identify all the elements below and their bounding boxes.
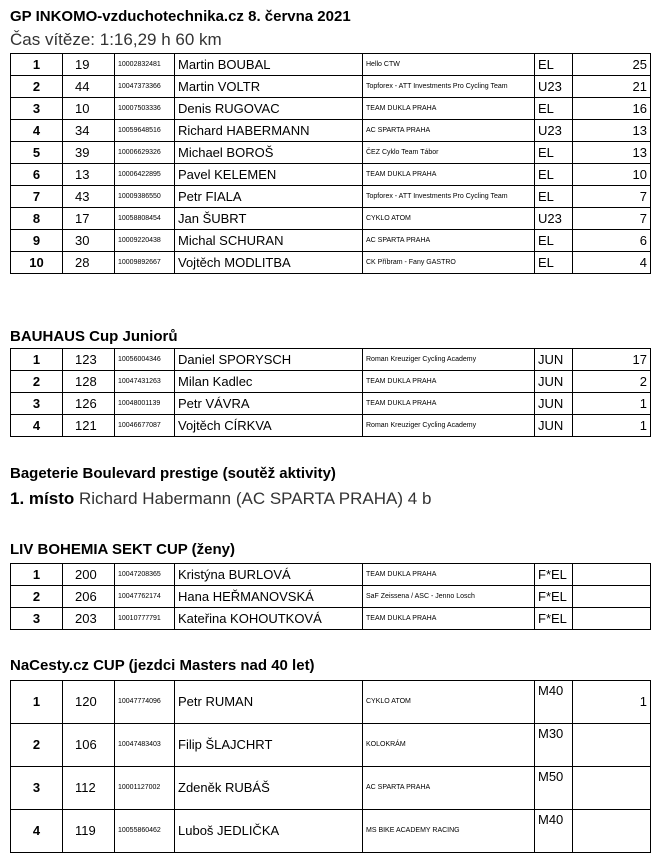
- cell-num: 39: [63, 142, 115, 164]
- cell-name: Vojtěch CÍRKVA: [175, 415, 363, 437]
- cell-team: AC SPARTA PRAHA: [363, 230, 535, 252]
- cell-name: Petr RUMAN: [175, 681, 363, 724]
- cell-lic: 10058808454: [115, 208, 175, 230]
- table-row: [11, 586, 651, 608]
- cell-team: Hello CTW: [363, 54, 535, 76]
- cell-lic: 10047774096: [115, 681, 175, 724]
- cell-num: 120: [63, 681, 115, 724]
- race-subtitle: Čas vítěze: 1:16,29 h 60 km: [10, 30, 222, 49]
- cell-pts: [573, 608, 651, 630]
- cell-pts: [573, 564, 651, 586]
- cell-lic: 10009220438: [115, 230, 175, 252]
- cell-lic: 10056004346: [115, 349, 175, 371]
- table-row: [11, 142, 651, 164]
- cell-pos: 9: [11, 230, 63, 252]
- cell-cat: M40: [535, 810, 573, 853]
- cell-team: Roman Kreuziger Cycling Academy: [363, 349, 535, 371]
- cell-cat: EL: [535, 142, 573, 164]
- cell-pts: 4: [573, 252, 651, 274]
- cell-name: Hana HEŘMANOVSKÁ: [175, 586, 363, 608]
- table-row: [11, 415, 651, 437]
- cell-team: TEAM DUKLA PRAHA: [363, 393, 535, 415]
- cell-name: Kristýna BURLOVÁ: [175, 564, 363, 586]
- cell-cat: EL: [535, 54, 573, 76]
- table-row: [11, 724, 651, 767]
- cell-name: Vojtěch MODLITBA: [175, 252, 363, 274]
- table-row: [11, 54, 651, 76]
- cell-pos: 10: [11, 252, 63, 274]
- cell-num: 34: [63, 120, 115, 142]
- cell-name: Filip ŠLAJCHRT: [175, 724, 363, 767]
- table-row: [11, 164, 651, 186]
- cell-pos: 4: [11, 120, 63, 142]
- cell-pos: 3: [11, 608, 63, 630]
- cell-num: 126: [63, 393, 115, 415]
- juniors-title: BAUHAUS Cup Juniorů: [10, 328, 178, 345]
- table-row: [11, 252, 651, 274]
- table-row: [11, 767, 651, 810]
- table-row: [11, 393, 651, 415]
- cell-pts: 1: [573, 681, 651, 724]
- cell-name: Milan Kadlec: [175, 371, 363, 393]
- cell-lic: 10007503336: [115, 98, 175, 120]
- cell-cat: F*EL: [535, 586, 573, 608]
- cell-lic: 10001127002: [115, 767, 175, 810]
- cell-lic: 10046677087: [115, 415, 175, 437]
- cell-team: TEAM DUKLA PRAHA: [363, 608, 535, 630]
- cell-pos: 1: [11, 681, 63, 724]
- cell-pos: 5: [11, 142, 63, 164]
- cell-lic: 10002832481: [115, 54, 175, 76]
- cell-pts: 13: [573, 120, 651, 142]
- cell-pos: 2: [11, 586, 63, 608]
- cell-pos: 4: [11, 415, 63, 437]
- cell-pts: [573, 586, 651, 608]
- cell-name: Kateřina KOHOUTKOVÁ: [175, 608, 363, 630]
- cell-num: 19: [63, 54, 115, 76]
- cell-name: Jan ŠUBRT: [175, 208, 363, 230]
- cell-team: CK Příbram - Fany GASTRO: [363, 252, 535, 274]
- prestige-place: 1. místo: [10, 489, 75, 508]
- table-row: [11, 186, 651, 208]
- cell-num: 17: [63, 208, 115, 230]
- table-row: [11, 810, 651, 853]
- table-row: [11, 608, 651, 630]
- cell-cat: EL: [535, 164, 573, 186]
- cell-pts: 6: [573, 230, 651, 252]
- cell-cat: EL: [535, 252, 573, 274]
- cell-pts: 21: [573, 76, 651, 98]
- cell-name: Daniel SPORYSCH: [175, 349, 363, 371]
- cell-team: CYKLO ATOM: [363, 681, 535, 724]
- cell-team: TEAM DUKLA PRAHA: [363, 564, 535, 586]
- cell-name: Petr VÁVRA: [175, 393, 363, 415]
- cell-pos: 1: [11, 54, 63, 76]
- cell-team: AC SPARTA PRAHA: [363, 120, 535, 142]
- cell-lic: 10047208365: [115, 564, 175, 586]
- cell-lic: 10006422895: [115, 164, 175, 186]
- table-row: [11, 564, 651, 586]
- cell-pos: 2: [11, 371, 63, 393]
- cell-num: 119: [63, 810, 115, 853]
- cell-team: Topforex - ATT Investments Pro Cycling Team: [363, 76, 535, 98]
- cell-name: Luboš JEDLIČKA: [175, 810, 363, 853]
- table-row: [11, 371, 651, 393]
- cell-team: TEAM DUKLA PRAHA: [363, 164, 535, 186]
- women-results-table: [10, 563, 651, 630]
- cell-pts: 1: [573, 393, 651, 415]
- table-row: [11, 120, 651, 142]
- cell-cat: M50: [535, 767, 573, 810]
- cell-name: Petr FIALA: [175, 186, 363, 208]
- cell-num: 121: [63, 415, 115, 437]
- women-title: LIV BOHEMIA SEKT CUP (ženy): [10, 541, 236, 558]
- cell-lic: 10055860462: [115, 810, 175, 853]
- cell-num: 43: [63, 186, 115, 208]
- cell-pts: 7: [573, 208, 651, 230]
- cell-num: 28: [63, 252, 115, 274]
- cell-cat: M40: [535, 681, 573, 724]
- cell-pos: 3: [11, 767, 63, 810]
- cell-lic: 10048001139: [115, 393, 175, 415]
- cell-cat: EL: [535, 98, 573, 120]
- cell-pos: 6: [11, 164, 63, 186]
- cell-team: SaF Zeissena / ASC - Jenno Losch: [363, 586, 535, 608]
- cell-pts: [573, 724, 651, 767]
- cell-lic: 10009386550: [115, 186, 175, 208]
- prestige-winner: Richard Habermann (AC SPARTA PRAHA) 4 b: [78, 489, 432, 508]
- cell-cat: EL: [535, 186, 573, 208]
- cell-pos: 3: [11, 98, 63, 120]
- cell-lic: 10010777791: [115, 608, 175, 630]
- cell-num: 106: [63, 724, 115, 767]
- cell-pts: 10: [573, 164, 651, 186]
- cell-pts: 25: [573, 54, 651, 76]
- cell-lic: 10047483403: [115, 724, 175, 767]
- cell-pts: 16: [573, 98, 651, 120]
- masters-results-table: [10, 680, 651, 853]
- cell-team: TEAM DUKLA PRAHA: [363, 98, 535, 120]
- cell-lic: 10047431263: [115, 371, 175, 393]
- cell-name: Michael BOROŠ: [175, 142, 363, 164]
- prestige-title: Bageterie Boulevard prestige (soutěž aktivity): [10, 465, 336, 482]
- cell-cat: U23: [535, 120, 573, 142]
- cell-lic: 10047762174: [115, 586, 175, 608]
- cell-name: Michal SCHURAN: [175, 230, 363, 252]
- cell-num: 128: [63, 371, 115, 393]
- cell-lic: 10047373366: [115, 76, 175, 98]
- juniors-results-table: [10, 348, 651, 437]
- race-title: GP INKOMO-vzduchotechnika.cz 8. června 2021: [10, 8, 351, 25]
- table-row: [11, 349, 651, 371]
- cell-num: 200: [63, 564, 115, 586]
- cell-pts: 13: [573, 142, 651, 164]
- cell-pos: 2: [11, 76, 63, 98]
- cell-team: CYKLO ATOM: [363, 208, 535, 230]
- table-row: [11, 76, 651, 98]
- cell-pts: [573, 810, 651, 853]
- cell-name: Martin VOLTR: [175, 76, 363, 98]
- cell-cat: JUN: [535, 393, 573, 415]
- cell-name: Martin BOUBAL: [175, 54, 363, 76]
- cell-name: Zdeněk RUBÁŠ: [175, 767, 363, 810]
- cell-pos: 8: [11, 208, 63, 230]
- cell-team: KOLOKRÁM: [363, 724, 535, 767]
- table-row: [11, 681, 651, 724]
- cell-pts: [573, 767, 651, 810]
- cell-cat: U23: [535, 76, 573, 98]
- cell-pos: 7: [11, 186, 63, 208]
- cell-team: Topforex - ATT Investments Pro Cycling Team: [363, 186, 535, 208]
- cell-pts: 7: [573, 186, 651, 208]
- cell-name: Richard HABERMANN: [175, 120, 363, 142]
- cell-lic: 10059648516: [115, 120, 175, 142]
- cell-cat: JUN: [535, 415, 573, 437]
- cell-team: TEAM DUKLA PRAHA: [363, 371, 535, 393]
- cell-num: 44: [63, 76, 115, 98]
- cell-num: 13: [63, 164, 115, 186]
- cell-cat: M30: [535, 724, 573, 767]
- cell-num: 123: [63, 349, 115, 371]
- cell-num: 206: [63, 586, 115, 608]
- prestige-winner-line: [10, 489, 431, 509]
- table-row: [11, 230, 651, 252]
- cell-cat: EL: [535, 230, 573, 252]
- cell-cat: U23: [535, 208, 573, 230]
- cell-cat: F*EL: [535, 564, 573, 586]
- cell-num: 203: [63, 608, 115, 630]
- cell-name: Pavel KELEMEN: [175, 164, 363, 186]
- cell-team: AC SPARTA PRAHA: [363, 767, 535, 810]
- cell-cat: JUN: [535, 349, 573, 371]
- cell-num: 10: [63, 98, 115, 120]
- cell-pos: 1: [11, 564, 63, 586]
- cell-name: Denis RUGOVAC: [175, 98, 363, 120]
- cell-num: 112: [63, 767, 115, 810]
- cell-cat: JUN: [535, 371, 573, 393]
- cell-team: ČEZ Cyklo Team Tábor: [363, 142, 535, 164]
- table-row: [11, 98, 651, 120]
- cell-team: Roman Kreuziger Cycling Academy: [363, 415, 535, 437]
- cell-pts: 17: [573, 349, 651, 371]
- table-row: [11, 208, 651, 230]
- cell-cat: F*EL: [535, 608, 573, 630]
- cell-pos: 1: [11, 349, 63, 371]
- cell-lic: 10009892667: [115, 252, 175, 274]
- race-results-table: [10, 53, 651, 274]
- cell-num: 30: [63, 230, 115, 252]
- cell-team: MS BIKE ACADEMY RACING: [363, 810, 535, 853]
- cell-pos: 3: [11, 393, 63, 415]
- cell-pts: 2: [573, 371, 651, 393]
- cell-pts: 1: [573, 415, 651, 437]
- cell-lic: 10006629326: [115, 142, 175, 164]
- masters-title: NaCesty.cz CUP (jezdci Masters nad 40 let): [10, 657, 315, 674]
- cell-pos: 4: [11, 810, 63, 853]
- cell-pos: 2: [11, 724, 63, 767]
